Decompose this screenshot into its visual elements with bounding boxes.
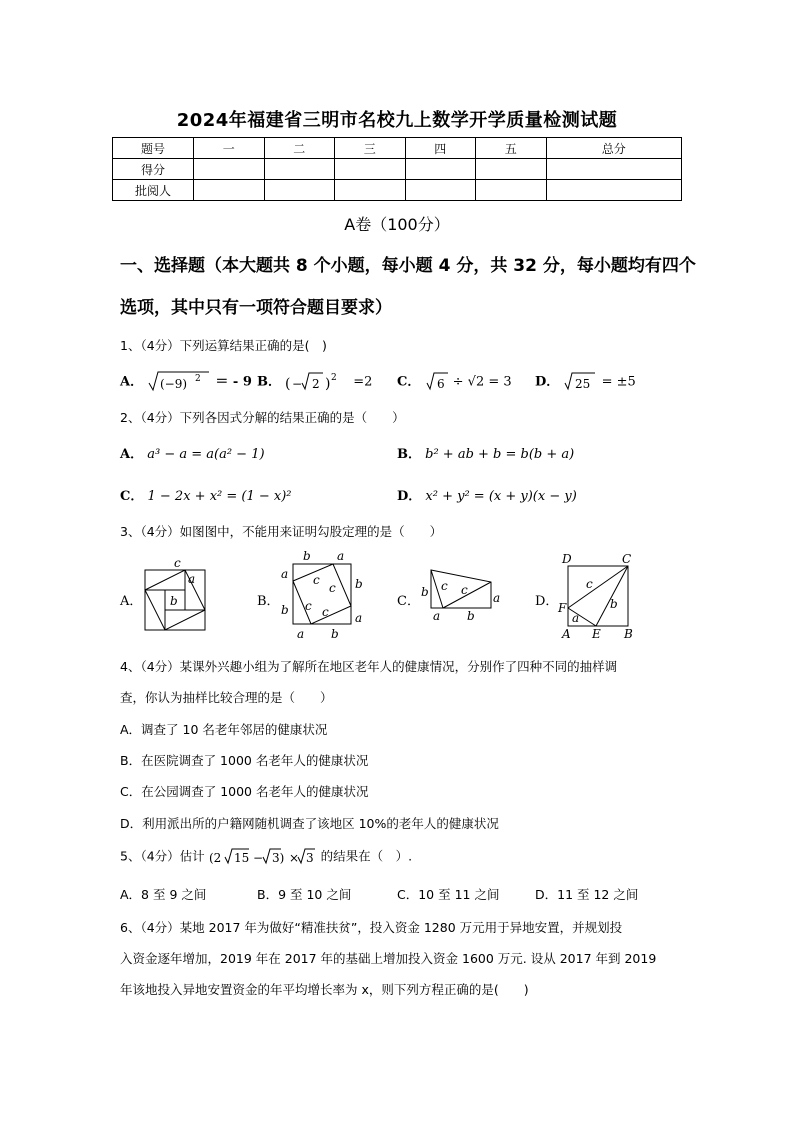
q5-expression-icon: [209, 846, 317, 868]
score-table-row: [113, 159, 682, 180]
fig-label: b: [355, 577, 363, 591]
fig-label: c: [322, 605, 329, 619]
svg-text:×: ×: [288, 851, 299, 865]
exam-title: 2024年福建省三明市名校九上数学开学质量检测试题: [176, 110, 618, 131]
score-row-label: 得分: [113, 159, 194, 180]
fig-label: a: [297, 627, 305, 641]
score-cell[interactable]: [194, 159, 265, 180]
q3-figure-a: [140, 555, 210, 635]
fig-label: F: [558, 601, 567, 615]
option-label: B．: [397, 447, 421, 462]
fig-label: c: [305, 599, 312, 613]
option-expr: 1 − 2x + x² = (1 − x)²: [147, 489, 292, 504]
fig-label: a: [493, 591, 501, 605]
score-cell[interactable]: [546, 180, 682, 201]
question-2-stem: 2、（4分）下列各因式分解的结果正确的是（ ）: [120, 410, 405, 425]
score-table-header-row: [113, 138, 682, 159]
fig-label: b: [467, 609, 475, 623]
option-tail: ÷ √2 = 3: [452, 374, 512, 390]
fig-label: a: [572, 611, 580, 625]
q3-option-c-label[interactable]: C．: [397, 594, 420, 609]
question-6-line3: 年该地投入异地安置资金的年平均增长率为 x，则下列方程正确的是( ): [120, 982, 529, 997]
option-label: B．: [257, 374, 281, 390]
score-cell[interactable]: [405, 180, 476, 201]
fig-label: a: [433, 609, 441, 623]
svg-text:2: 2: [312, 377, 320, 391]
fig-label: c: [461, 583, 468, 597]
svg-text:2: 2: [195, 374, 201, 384]
option-label: D．: [397, 489, 422, 504]
question-4-stem-line2: 查，你认为抽样比较合理的是（ ）: [120, 690, 333, 705]
q5-stem-post: 的结果在（ ）.: [320, 848, 413, 864]
score-row-label: 批阅人: [113, 180, 194, 201]
q3-option-b-label[interactable]: B．: [257, 594, 280, 609]
q3-figure-b: [277, 548, 367, 644]
q3-option-d-label[interactable]: D．: [535, 594, 559, 609]
score-header-cell: 三: [335, 138, 406, 159]
q1-option-a[interactable]: [120, 370, 252, 394]
option-label: A．: [120, 374, 144, 390]
score-header-cell: 二: [264, 138, 335, 159]
score-cell[interactable]: [476, 180, 547, 201]
fig-label: a: [337, 549, 345, 563]
q2-option-d[interactable]: [397, 485, 577, 504]
svg-text:−: −: [252, 851, 263, 865]
score-cell[interactable]: [405, 159, 476, 180]
score-header-cell: 五: [476, 138, 547, 159]
svg-text:(−9): (−9): [160, 377, 188, 391]
score-cell[interactable]: [264, 159, 335, 180]
q2-option-b[interactable]: [397, 443, 574, 462]
sqrt25-icon: [563, 370, 597, 394]
score-table-row: [113, 180, 682, 201]
q2-option-c[interactable]: [120, 485, 292, 504]
fig-label: b: [331, 627, 339, 641]
svg-text:): ): [325, 376, 331, 392]
score-cell[interactable]: [335, 159, 406, 180]
section-a-title: A卷（100分）: [344, 215, 450, 234]
score-cell[interactable]: [264, 180, 335, 201]
fig-label: B: [624, 627, 633, 641]
option-expr: b² + ab + b = b(b + a): [425, 447, 575, 462]
q4-option-c[interactable]: C．在公园调查了 1000 名老年人的健康状况: [120, 784, 369, 799]
q4-option-a[interactable]: A．调查了 10 名老年邻居的健康状况: [120, 722, 328, 737]
svg-text:6: 6: [436, 377, 445, 391]
q2-option-a[interactable]: [120, 443, 265, 462]
fig-label: a: [188, 572, 196, 586]
svg-text:(: (: [285, 376, 291, 392]
fig-label: D: [562, 552, 572, 566]
fig-label: c: [174, 556, 181, 570]
q3-figure-d: [556, 550, 636, 642]
part1-heading: 一、选择题（本大题共 8 个小题，每小题 4 分，共 32 分，每小题均有四个选项，其中只有一项符合题目要求）: [120, 256, 696, 318]
fig-label: b: [421, 585, 429, 599]
question-3-stem: 3、（4分）如图图中，不能用来证明勾股定理的是（ ）: [120, 524, 443, 539]
option-expr: x² + y² = (x + y)(x − y): [425, 489, 577, 504]
fig-label: c: [441, 579, 448, 593]
option-label: C．: [120, 489, 144, 504]
score-cell[interactable]: [194, 180, 265, 201]
score-cell[interactable]: [335, 180, 406, 201]
svg-text:3: 3: [305, 851, 314, 865]
option-tail: = ±5: [601, 374, 636, 390]
svg-text:(2: (2: [208, 851, 221, 865]
fig-label: b: [281, 603, 289, 617]
option-label: D．: [535, 374, 560, 390]
q3-figure-c: [417, 560, 507, 626]
question-5-stem: [120, 846, 412, 868]
option-tail: ＝ - 9: [215, 374, 252, 390]
fig-label: c: [329, 581, 336, 595]
score-header-cell: 总分: [546, 138, 682, 159]
q1-option-d[interactable]: [535, 370, 636, 394]
q1-option-c[interactable]: [397, 370, 512, 394]
neg-sqrt2-squared-icon: [285, 370, 349, 394]
question-6-line1: 6、（4分）某地 2017 年为做好“精准扶贫”，投入资金 1280 万元用于异地安置，并规划投: [120, 920, 623, 935]
fig-label: A: [562, 627, 571, 641]
fig-label: c: [586, 577, 593, 591]
fig-label: C: [622, 552, 632, 566]
fig-label: b: [170, 594, 178, 608]
fig-label: a: [281, 567, 289, 581]
svg-text:−: −: [292, 377, 303, 391]
question-6-line2: 入资金逐年增加，2019 年在 2017 年的基础上增加投入资金 1600 万元. 设从 2017 年到 2019: [120, 951, 657, 966]
option-expr: a³ − a = a(a² − 1): [147, 447, 265, 462]
q5-stem-pre: 5、（4分）估计: [120, 848, 205, 864]
fig-label: c: [313, 573, 320, 587]
score-cell[interactable]: [546, 159, 682, 180]
option-label: C．: [397, 374, 421, 390]
score-cell[interactable]: [476, 159, 547, 180]
q4-option-d[interactable]: D．利用派出所的户籍网随机调查了该地区 10%的老年人的健康状况: [120, 816, 499, 831]
fig-label: E: [592, 627, 601, 641]
q1-option-b[interactable]: [257, 370, 372, 394]
score-header-cell: 一: [194, 138, 265, 159]
question-1-stem: 1、（4分）下列运算结果正确的是( ): [120, 338, 327, 353]
sqrt6-icon: [425, 370, 449, 394]
q5-option-a[interactable]: A．8 至 9 之间: [120, 887, 207, 902]
q5-option-b[interactable]: B．9 至 10 之间: [257, 887, 352, 902]
fig-label: b: [610, 597, 618, 611]
option-tail: =2: [353, 374, 373, 390]
question-4-stem-line1: 4、（4分）某课外兴趣小组为了解所在地区老年人的健康情况，分别作了四种不同的抽样调: [120, 659, 618, 674]
svg-text:3): 3): [271, 851, 284, 865]
svg-text:15: 15: [233, 851, 249, 865]
score-header-cell: 题号: [113, 138, 194, 159]
fig-label: a: [355, 611, 363, 625]
q3-option-a-label[interactable]: A．: [120, 594, 143, 609]
sqrt-neg9-squared-icon: [147, 370, 211, 394]
score-table: [112, 137, 682, 201]
fig-label: b: [303, 549, 311, 563]
svg-text:25: 25: [575, 377, 591, 391]
q4-option-b[interactable]: B．在医院调查了 1000 名老年人的健康状况: [120, 753, 369, 768]
q5-option-d[interactable]: D．11 至 12 之间: [535, 887, 639, 902]
q5-option-c[interactable]: C．10 至 11 之间: [397, 887, 500, 902]
option-label: A．: [120, 447, 144, 462]
svg-text:2: 2: [331, 373, 337, 383]
score-header-cell: 四: [405, 138, 476, 159]
